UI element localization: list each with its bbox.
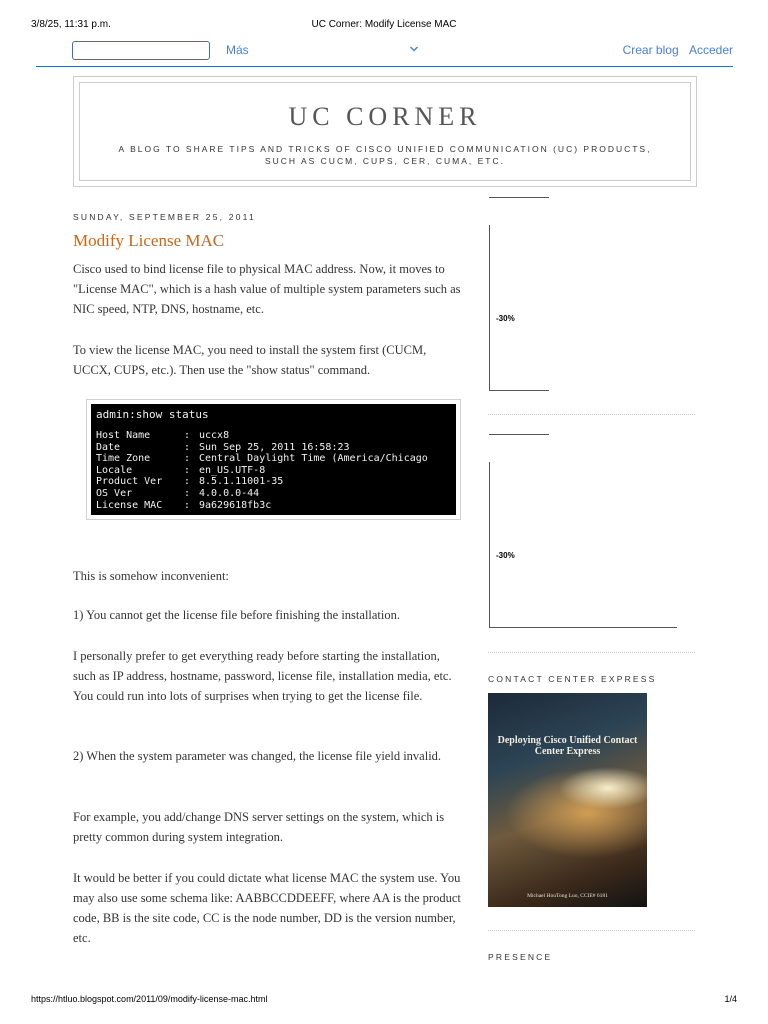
terminal-colon: : — [184, 476, 197, 488]
terminal-key: Host Name — [96, 430, 151, 441]
terminal-key: OS Ver — [96, 487, 133, 499]
sidebar-ad-rule — [489, 627, 677, 628]
print-page-number: 1/4 — [724, 994, 737, 1004]
blog-header — [73, 76, 697, 187]
blog-description: A BLOG TO SHARE TIPS AND TRICKS OF CISCO UNIFIED COMMUNICATION (UC) PRODUCTS, SUCH AS CUCM, CUPS, CER, CUMA, ETC. — [118, 144, 652, 166]
blog-search-input[interactable] — [72, 41, 210, 60]
terminal-value: 8.5.1.11001-35 — [199, 476, 284, 488]
book-cover-author: Michael HouTong Luo, CCIE# 6181 — [527, 893, 608, 899]
terminal-value: uccx8 — [199, 430, 230, 441]
terminal-key: License MAC — [96, 499, 163, 511]
terminal-value: en_US.UTF-8 — [199, 464, 266, 476]
terminal-key: Product Ver — [96, 476, 163, 488]
terminal-value: Central Daylight Time (America/Chicago — [199, 453, 428, 465]
sidebar-divider — [488, 652, 695, 653]
post-paragraph: For example, you add/change DNS server settings on the system, which is pretty common during system integration. — [73, 810, 445, 844]
book-cover-image[interactable] — [488, 693, 647, 907]
terminal-value: Sun Sep 25, 2011 16:58:23 — [199, 441, 350, 453]
terminal-value: 9a629618fb3c — [199, 499, 272, 511]
print-page-title: UC Corner: Modify License MAC — [311, 19, 457, 30]
terminal-key: Time Zone — [96, 453, 151, 465]
navbar-right-links — [616, 43, 733, 57]
post-paragraph: 2) When the system parameter was changed, the license file yield invalid. — [73, 749, 442, 763]
terminal-output — [91, 404, 456, 515]
terminal-command: admin:show status — [96, 408, 209, 421]
create-blog-link[interactable]: Crear blog — [622, 43, 679, 57]
post-paragraph: I personally prefer to get everything ready before starting the installation, such as IP address, hostname, password, license file, installation media, etc. You could run into lots of surprises when trying to get the license file. — [73, 649, 452, 703]
terminal-colon: : — [184, 430, 197, 441]
sidebar-heading-contact-center: CONTACT CENTER EXPRESS — [488, 674, 657, 684]
post-paragraph: It would be better if you could dictate what license MAC the system use. You may also use some schema like: AABBCCDDEEFF, where AA is the product code, BB is the site code, CC is the node number, DD is the version number, etc. — [73, 871, 461, 945]
show-status-screenshot — [86, 399, 461, 520]
terminal-colon: : — [184, 441, 197, 453]
print-header — [0, 19, 768, 33]
chevron-down-icon[interactable] — [409, 44, 419, 54]
terminal-colon: : — [184, 453, 197, 465]
terminal-row — [96, 453, 451, 465]
terminal-row — [96, 442, 451, 454]
terminal-value: 4.0.0.0-44 — [199, 487, 260, 499]
blog-title[interactable]: UC CORNER — [288, 102, 482, 131]
print-url: https://htluo.blogspot.com/2011/09/modify-license-mac.html — [31, 994, 268, 1004]
post-paragraph: 1) You cannot get the license file before finishing the installation. — [73, 608, 401, 622]
sidebar-ad-rule — [489, 434, 549, 435]
sidebar-ad-border — [489, 225, 490, 391]
terminal-colon: : — [184, 499, 197, 511]
discount-badge[interactable]: -30% — [496, 314, 515, 323]
sidebar-ad-rule — [489, 197, 549, 198]
terminal-key: Locale — [96, 464, 133, 476]
terminal-row — [96, 465, 451, 477]
terminal-colon: : — [184, 464, 197, 476]
terminal-row — [96, 488, 451, 500]
book-cover-title: Deploying Cisco Unified Contact Center Express — [497, 735, 638, 757]
blog-header-inner — [79, 82, 691, 181]
post-paragraph: This is somehow inconvenient: — [73, 569, 229, 583]
post-paragraph: To view the license MAC, you need to install the system first (CUCM, UCCX, CUPS, etc.). Then use the "show status" command. — [73, 343, 427, 377]
terminal-key: Date — [96, 441, 121, 453]
terminal-row — [96, 476, 451, 488]
sign-in-link[interactable]: Acceder — [688, 43, 733, 57]
sidebar-ad-rule — [489, 390, 549, 391]
terminal-colon: : — [184, 487, 197, 499]
discount-badge[interactable]: -30% — [496, 551, 515, 560]
post-paragraph: Cisco used to bind license file to physical MAC address. Now, it moves to "License MAC", which is a hash value of multiple system parameters such as NIC speed, NTP, DNS, hostname, etc. — [73, 262, 461, 316]
blogger-navbar — [36, 40, 733, 67]
more-menu-button[interactable]: Más — [226, 43, 249, 57]
sidebar-divider — [488, 414, 695, 415]
post-date: SUNDAY, SEPTEMBER 25, 2011 — [73, 212, 256, 222]
sidebar-heading-presence: PRESENCE — [488, 952, 553, 962]
sidebar-divider — [488, 930, 695, 931]
terminal-row — [96, 500, 451, 512]
print-datetime: 3/8/25, 11:31 p.m. — [31, 19, 111, 30]
sidebar-ad-border — [489, 462, 490, 628]
post-title[interactable]: Modify License MAC — [73, 231, 225, 250]
terminal-row — [96, 430, 451, 442]
